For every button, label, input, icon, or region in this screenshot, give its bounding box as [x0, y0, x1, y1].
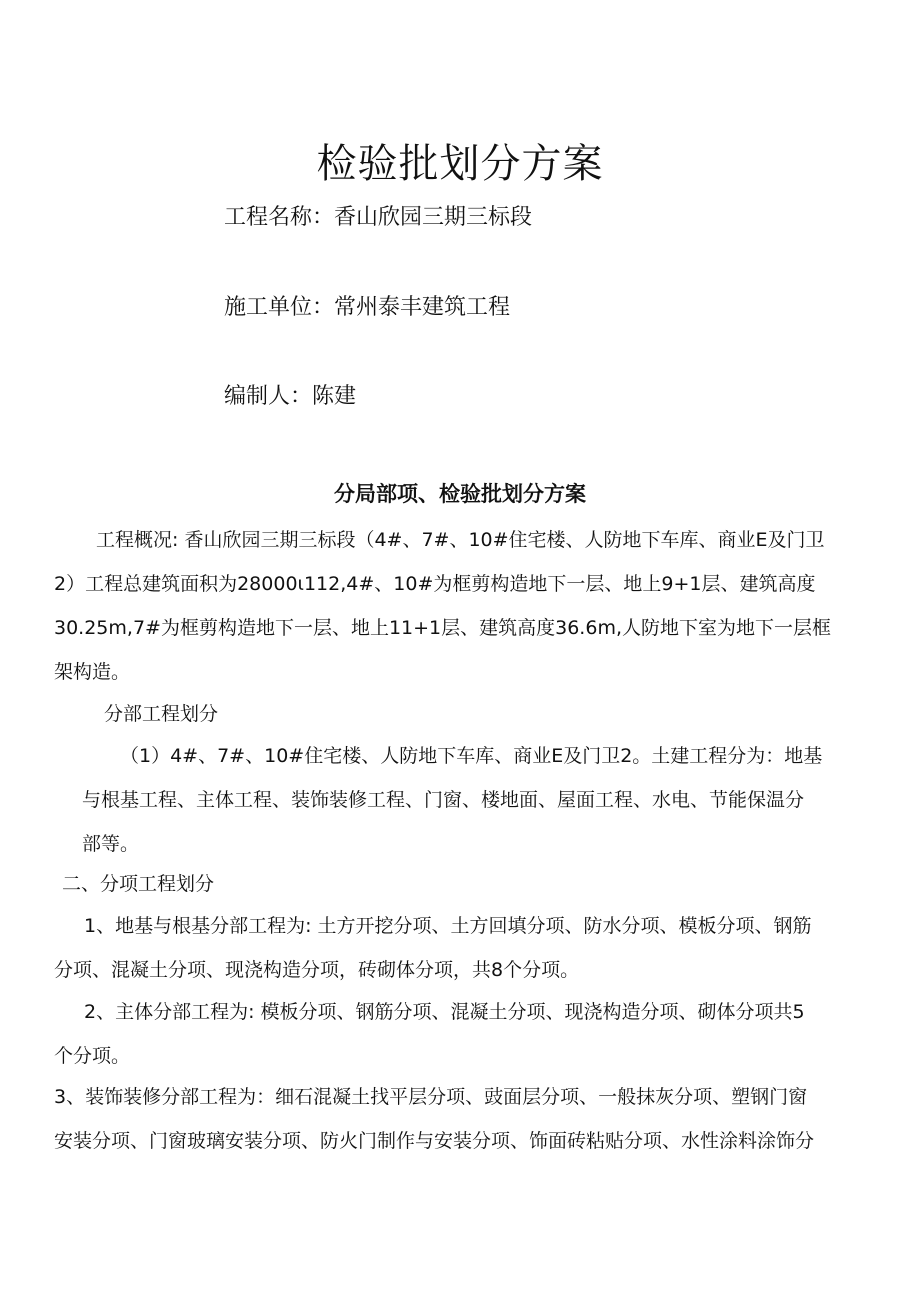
item3-paragraph: [54, 1075, 854, 1163]
item3-line: 安装分项、门窗玻璃安装分项、防火门制作与安装分项、饰面砖粘贴分项、水性涂料涂饰分: [54, 1130, 815, 1152]
item1-line: 分项、混凝土分项、现浇构造分项，砖砌体分项，共8个分项。: [54, 959, 580, 981]
section1-line: （1）4#、7#、10#住宅楼、人防地下车库、商业E及门卫2。土建工程分为：地基: [120, 745, 823, 767]
item2-line: 2、主体分部工程为: 模板分项、钢筋分项、混凝土分项、现浇构造分项、砌体分项共5: [84, 1001, 805, 1023]
overview-paragraph: [54, 518, 854, 694]
overview-line: 工程概况: 香山欣园三期三标段（4#、7#、10#住宅楼、人防地下车库、商业E及门卫: [96, 529, 825, 551]
author-name: 编制人：陈建: [224, 384, 357, 409]
overview-line: 架构造。: [54, 661, 131, 683]
section2-heading-text: 二、分项工程划分: [62, 873, 215, 895]
section1-heading-text: 分部工程划分: [104, 703, 219, 725]
item1-paragraph: [54, 904, 854, 992]
contractor-name: 施工单位：常州泰丰建筑工程: [224, 295, 511, 320]
section1-paragraph: [82, 734, 872, 866]
project-name: 工程名称：香山欣园三期三标段: [224, 205, 533, 230]
page-title: 检验批划分方案: [316, 141, 604, 187]
overview-line: 2）工程总建筑面积为28000ι112,4#、10#为框剪构造地下一层、地上9+1层、建筑高度: [54, 573, 816, 595]
item1-line: 1、地基与根基分部工程为: 土方开挖分项、土方回填分项、防水分项、模板分项、钢筋: [84, 915, 812, 937]
section-subtitle: 分局部项、检验批划分方案: [334, 482, 586, 506]
item3-line: 3、装饰装修分部工程为：细石混凝土找平层分项、豉面层分项、一般抹灰分项、塑钢门窗: [54, 1086, 808, 1108]
item2-line: 个分项。: [54, 1045, 131, 1067]
section1-heading: [104, 692, 904, 736]
section1-line: 部等。: [82, 833, 140, 855]
overview-line: 30.25m,7#为框剪构造地下一层、地上11+1层、建筑高度36.6m,人防地下室为地下一层框: [54, 617, 831, 639]
item2-paragraph: [54, 990, 854, 1078]
section2-heading: [62, 862, 862, 906]
section1-line: 与根基工程、主体工程、装饰装修工程、门窗、楼地面、屋面工程、水电、节能保温分: [82, 789, 805, 811]
